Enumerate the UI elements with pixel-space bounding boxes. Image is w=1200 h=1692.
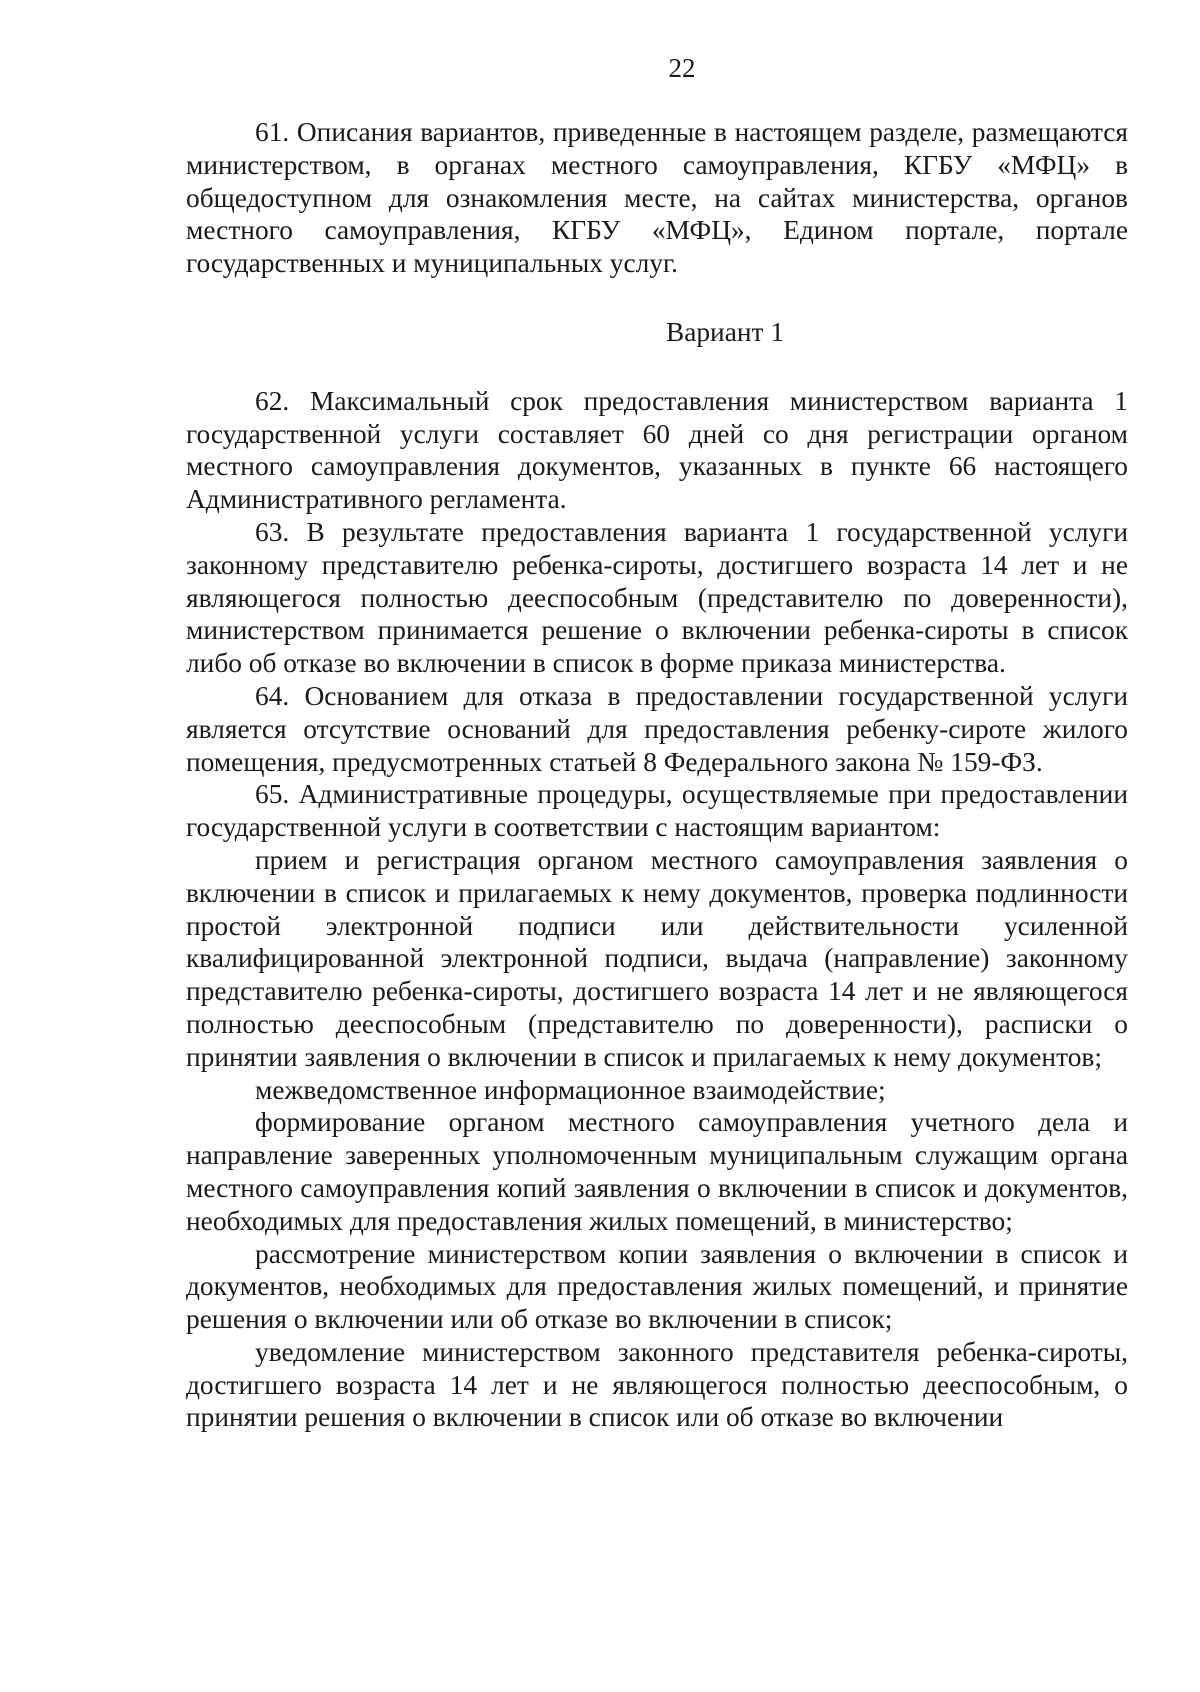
paragraph-61: 61. Описания вариантов, приведенные в настоящем разделе, размещаются министерством, в органах местного самоуправления, КГБУ «МФЦ» в общедоступном для ознакомления месте, на сайтах министерства, органов местного самоуправления, КГБУ «МФЦ», Едином портале, портале государственных и муниципальных услуг. [186, 117, 1128, 279]
page-number: 22 [668, 53, 696, 83]
procedure-item: прием и регистрация органом местного самоуправления заявления о включении в список и прилагаемых к нему документов, проверка подлинности простой электронной подписи или действительности усиленной квалифицированной электронной подписи, выдача (направление) законному представителю ребенка-сироты, достигшего возраста 14 лет и не являющегося полностью дееспособным (представителю по доверенности), расписки о принятии заявления о включении в список и прилагаемых к нему документов; [186, 844, 1128, 1072]
procedure-item: формирование органом местного самоуправления учетного дела и направление заверенных уполномоченным муниципальным служащим органа местного самоуправления копий заявления о включении в список и документов, необходимых для предоставления жилых помещений, в министерство; [186, 1107, 1128, 1236]
paragraph-65: 65. Административные процедуры, осуществляемые при предоставлении государственной услуги в соответствии с настоящим вариантом: [186, 779, 1128, 843]
paragraph-62: 62. Максимальный срок предоставления министерством варианта 1 государственной услуги составляет 60 дней со дня регистрации органом местного самоуправления документов, указанных в пункте 66 настоящего Административного регламента. [186, 385, 1128, 515]
procedure-item: уведомление министерством законного представителя ребенка-сироты, достигшего возраста 14 лет и не являющегося полностью дееспособным, о принятии решения о включении в список или об отказе во включении [186, 1336, 1128, 1433]
procedure-item: рассмотрение министерством копии заявления о включении в список и документов, необходимых для предоставления жилых помещений, и принятие решения о включении или об отказе во включении в список; [186, 1238, 1128, 1335]
section-title: Вариант 1 [665, 316, 785, 347]
document-body [186, 116, 1128, 1434]
procedure-item: межведомственное информационное взаимодействие; [255, 1074, 886, 1105]
paragraph-64: 64. Основанием для отказа в предоставлении государственной услуги является отсутствие оснований для предоставления ребенку-сироте жилого помещения, предусмотренных статьей 8 Федерального закона № 159-ФЗ. [186, 680, 1128, 777]
paragraph-63: 63. В результате предоставления варианта 1 государственной услуги законному представителю ребенка-сироты, достигшего возраста 14 лет и не являющегося полностью дееспособным (представителю по доверенности), министерством принимается решение о включении ребенка-сироты в список либо об отказе во включении в список в форме приказа министерства. [186, 516, 1128, 679]
